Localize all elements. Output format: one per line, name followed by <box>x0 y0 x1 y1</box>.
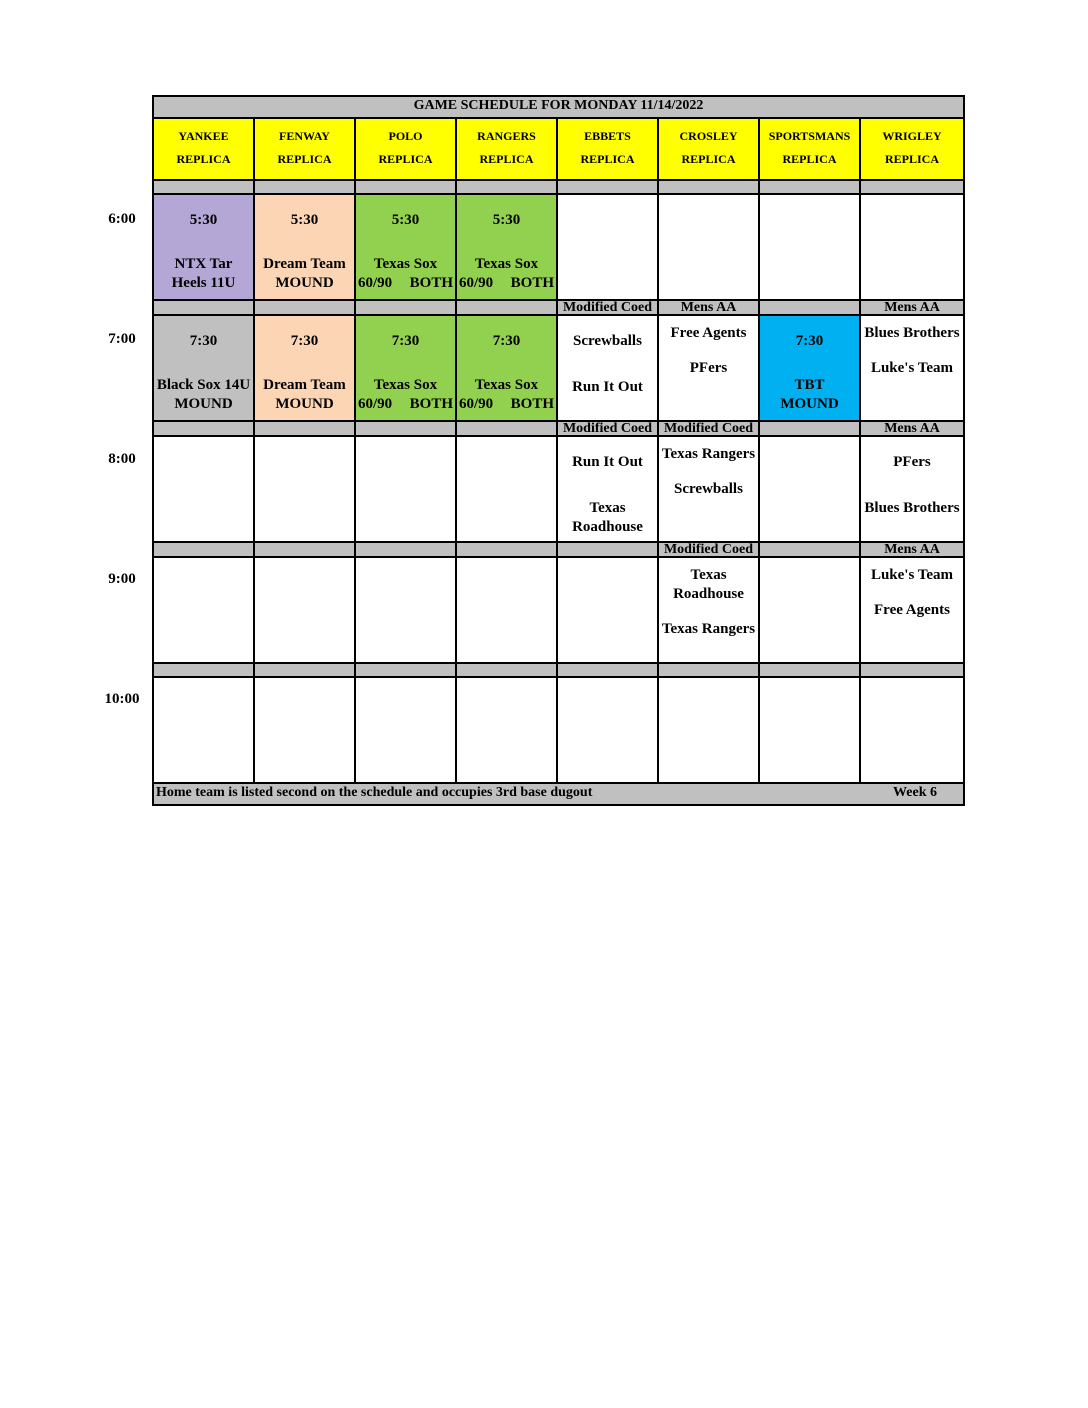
division-label <box>355 542 456 557</box>
field-name: FENWAY <box>279 129 330 143</box>
division-label: Mens AA <box>658 300 759 315</box>
division-label <box>456 421 557 436</box>
away-team: Luke's Team <box>870 567 954 583</box>
game-cell <box>658 315 759 421</box>
game-time: 5:30 <box>492 212 521 228</box>
field-type: REPLICA <box>479 152 534 166</box>
game-cell <box>153 194 254 300</box>
game-time: 5:30 <box>189 212 218 228</box>
home-team: Texas Roadhouse <box>572 500 643 535</box>
game-cell <box>153 677 254 783</box>
game-cell <box>153 436 254 542</box>
home-team: Texas Rangers <box>661 621 756 637</box>
team-line-2b: BOTH <box>510 396 554 412</box>
separator-row <box>153 421 964 436</box>
separator-row <box>153 663 964 677</box>
field-header-row <box>153 118 964 180</box>
division-label <box>759 663 860 677</box>
field-type: REPLICA <box>277 152 332 166</box>
game-cell <box>658 436 759 542</box>
division-label <box>456 663 557 677</box>
division-label <box>860 663 964 677</box>
game-time: 5:30 <box>391 212 420 228</box>
game-cell <box>557 436 658 542</box>
division-label: Modified Coed <box>557 421 658 436</box>
division-label <box>658 663 759 677</box>
time-label-10: 10:00 <box>104 691 140 707</box>
time-label-6: 6:00 <box>108 211 136 227</box>
team-line-1: Black Sox 14U <box>156 377 251 393</box>
game-teams <box>356 255 455 293</box>
team-line-2b: BOTH <box>409 275 453 291</box>
schedule-table <box>152 95 965 806</box>
field-name: RANGERS <box>477 129 536 143</box>
time-slot-row <box>153 557 964 663</box>
division-label <box>456 300 557 315</box>
division-label <box>254 663 355 677</box>
game-time: 7:30 <box>189 333 218 349</box>
division-label: Modified Coed <box>557 300 658 315</box>
game-teams <box>154 376 253 414</box>
field-header-fenway <box>254 118 355 180</box>
game-teams <box>457 376 556 414</box>
game-cell <box>759 315 860 421</box>
division-label <box>355 663 456 677</box>
team-line-2a: 60/90 <box>358 396 393 412</box>
game-time: 7:30 <box>492 333 521 349</box>
game-cell <box>456 436 557 542</box>
time-slot-row <box>153 436 964 542</box>
away-team: Texas Rangers <box>661 446 756 462</box>
field-type: REPLICA <box>782 152 837 166</box>
separator-row <box>153 542 964 557</box>
game-cell <box>658 557 759 663</box>
division-label <box>153 300 254 315</box>
division-label <box>254 421 355 436</box>
division-label: Modified Coed <box>658 421 759 436</box>
division-label <box>153 542 254 557</box>
footer-note: Home team is listed second on the schedule and occupies 3rd base dugout <box>156 785 593 800</box>
game-cell <box>254 436 355 542</box>
home-team: Luke's Team <box>870 360 954 376</box>
game-cell <box>456 677 557 783</box>
game-teams <box>255 255 354 293</box>
team-line-2b: BOTH <box>409 396 453 412</box>
division-label <box>658 180 759 194</box>
field-type: REPLICA <box>176 152 231 166</box>
time-slot-row <box>153 677 964 783</box>
team-line-1: Texas Sox <box>474 377 539 393</box>
game-teams <box>760 376 859 414</box>
team-line-2 <box>356 395 455 414</box>
game-cell <box>658 677 759 783</box>
team-line-2a: 60/90 <box>459 275 494 291</box>
away-team: Free Agents <box>670 325 747 341</box>
field-header-polo <box>355 118 456 180</box>
division-label: Mens AA <box>860 421 964 436</box>
team-line-2: MOUND <box>780 396 839 412</box>
time-slot-row <box>153 315 964 421</box>
game-teams <box>154 255 253 293</box>
division-label <box>456 180 557 194</box>
game-cell <box>860 194 964 300</box>
field-type: REPLICA <box>378 152 433 166</box>
game-cell <box>759 677 860 783</box>
division-label <box>153 421 254 436</box>
game-cell <box>355 677 456 783</box>
game-cell <box>557 557 658 663</box>
footer-bar <box>153 783 964 805</box>
field-name: YANKEE <box>178 129 229 143</box>
game-cell <box>355 557 456 663</box>
team-line-1: Texas Sox <box>474 256 539 272</box>
division-label <box>860 180 964 194</box>
away-team: Blues Brothers <box>864 325 960 341</box>
field-type: REPLICA <box>884 152 939 166</box>
game-teams <box>356 376 455 414</box>
game-cell <box>759 557 860 663</box>
away-team: Run It Out <box>572 454 643 470</box>
game-cell <box>557 677 658 783</box>
game-cell <box>759 194 860 300</box>
division-label <box>759 300 860 315</box>
home-team: Run It Out <box>572 379 643 395</box>
division-label <box>557 663 658 677</box>
separator-row <box>153 180 964 194</box>
game-cell <box>153 557 254 663</box>
game-time: 7:30 <box>795 333 824 349</box>
division-label: Mens AA <box>860 300 964 315</box>
team-line-2a: 60/90 <box>459 396 494 412</box>
team-line-1: Texas Sox <box>373 256 438 272</box>
game-cell <box>254 194 355 300</box>
game-cell <box>557 315 658 421</box>
game-cell <box>355 436 456 542</box>
home-team: Free Agents <box>874 602 950 618</box>
division-label <box>355 300 456 315</box>
game-cell <box>254 677 355 783</box>
team-line-1: NTX Tar <box>174 256 233 272</box>
team-line-1: Texas Sox <box>373 377 438 393</box>
field-header-ebbets <box>557 118 658 180</box>
game-cell <box>557 194 658 300</box>
team-line-2: MOUND <box>174 396 233 412</box>
team-line-2a: 60/90 <box>358 275 393 291</box>
week-label: Week 6 <box>893 785 937 800</box>
home-team: PFers <box>689 360 728 376</box>
division-label <box>153 180 254 194</box>
division-label: Mens AA <box>860 542 964 557</box>
division-label <box>355 421 456 436</box>
division-label <box>254 180 355 194</box>
team-line-2b: BOTH <box>510 275 554 291</box>
game-teams <box>255 376 354 414</box>
game-cell <box>355 315 456 421</box>
division-label <box>759 421 860 436</box>
game-cell <box>860 557 964 663</box>
team-line-1: Dream Team <box>263 256 346 272</box>
team-line-2: MOUND <box>275 396 334 412</box>
schedule-title: GAME SCHEDULE FOR MONDAY 11/14/2022 <box>153 96 964 118</box>
time-label-7: 7:00 <box>108 331 136 347</box>
game-cell <box>658 194 759 300</box>
game-cell <box>456 194 557 300</box>
field-name: SPORTSMANS <box>768 129 851 143</box>
division-label <box>153 663 254 677</box>
field-type: REPLICA <box>681 152 736 166</box>
game-time: 5:30 <box>290 212 319 228</box>
game-cell <box>860 677 964 783</box>
division-label <box>254 300 355 315</box>
team-line-1: TBT <box>794 377 825 393</box>
division-label <box>355 180 456 194</box>
game-cell <box>860 315 964 421</box>
time-slot-row <box>153 194 964 300</box>
game-cell <box>254 557 355 663</box>
field-type: REPLICA <box>580 152 635 166</box>
away-team: Screwballs <box>573 333 642 349</box>
time-label-9: 9:00 <box>108 571 136 587</box>
division-label <box>254 542 355 557</box>
game-cell <box>860 436 964 542</box>
game-cell <box>456 557 557 663</box>
team-line-2: Heels 11U <box>171 275 236 291</box>
division-label <box>759 180 860 194</box>
game-time: 7:30 <box>290 333 319 349</box>
team-line-2 <box>457 274 556 293</box>
field-name: EBBETS <box>584 129 631 143</box>
time-label-8: 8:00 <box>108 451 136 467</box>
game-cell <box>254 315 355 421</box>
away-team: PFers <box>893 454 931 470</box>
field-header-rangers <box>456 118 557 180</box>
team-line-2 <box>457 395 556 414</box>
division-label <box>456 542 557 557</box>
home-team: Blues Brothers <box>864 500 960 516</box>
team-line-2 <box>356 274 455 293</box>
division-label <box>557 180 658 194</box>
separator-row <box>153 300 964 315</box>
field-header-yankee <box>153 118 254 180</box>
game-cell <box>355 194 456 300</box>
field-name: CROSLEY <box>679 129 738 143</box>
home-team: Screwballs <box>674 481 743 497</box>
division-label: Modified Coed <box>658 542 759 557</box>
game-time: 7:30 <box>391 333 420 349</box>
game-cell <box>759 436 860 542</box>
game-cell <box>456 315 557 421</box>
game-teams <box>457 255 556 293</box>
division-label <box>557 542 658 557</box>
field-name: WRIGLEY <box>882 129 942 143</box>
away-team: Texas Roadhouse <box>673 567 744 602</box>
field-header-crosley <box>658 118 759 180</box>
team-line-2: MOUND <box>275 275 334 291</box>
team-line-1: Dream Team <box>263 377 346 393</box>
field-header-wrigley <box>860 118 964 180</box>
game-cell <box>153 315 254 421</box>
field-header-sportsmans <box>759 118 860 180</box>
field-name: POLO <box>388 129 423 143</box>
division-label <box>759 542 860 557</box>
